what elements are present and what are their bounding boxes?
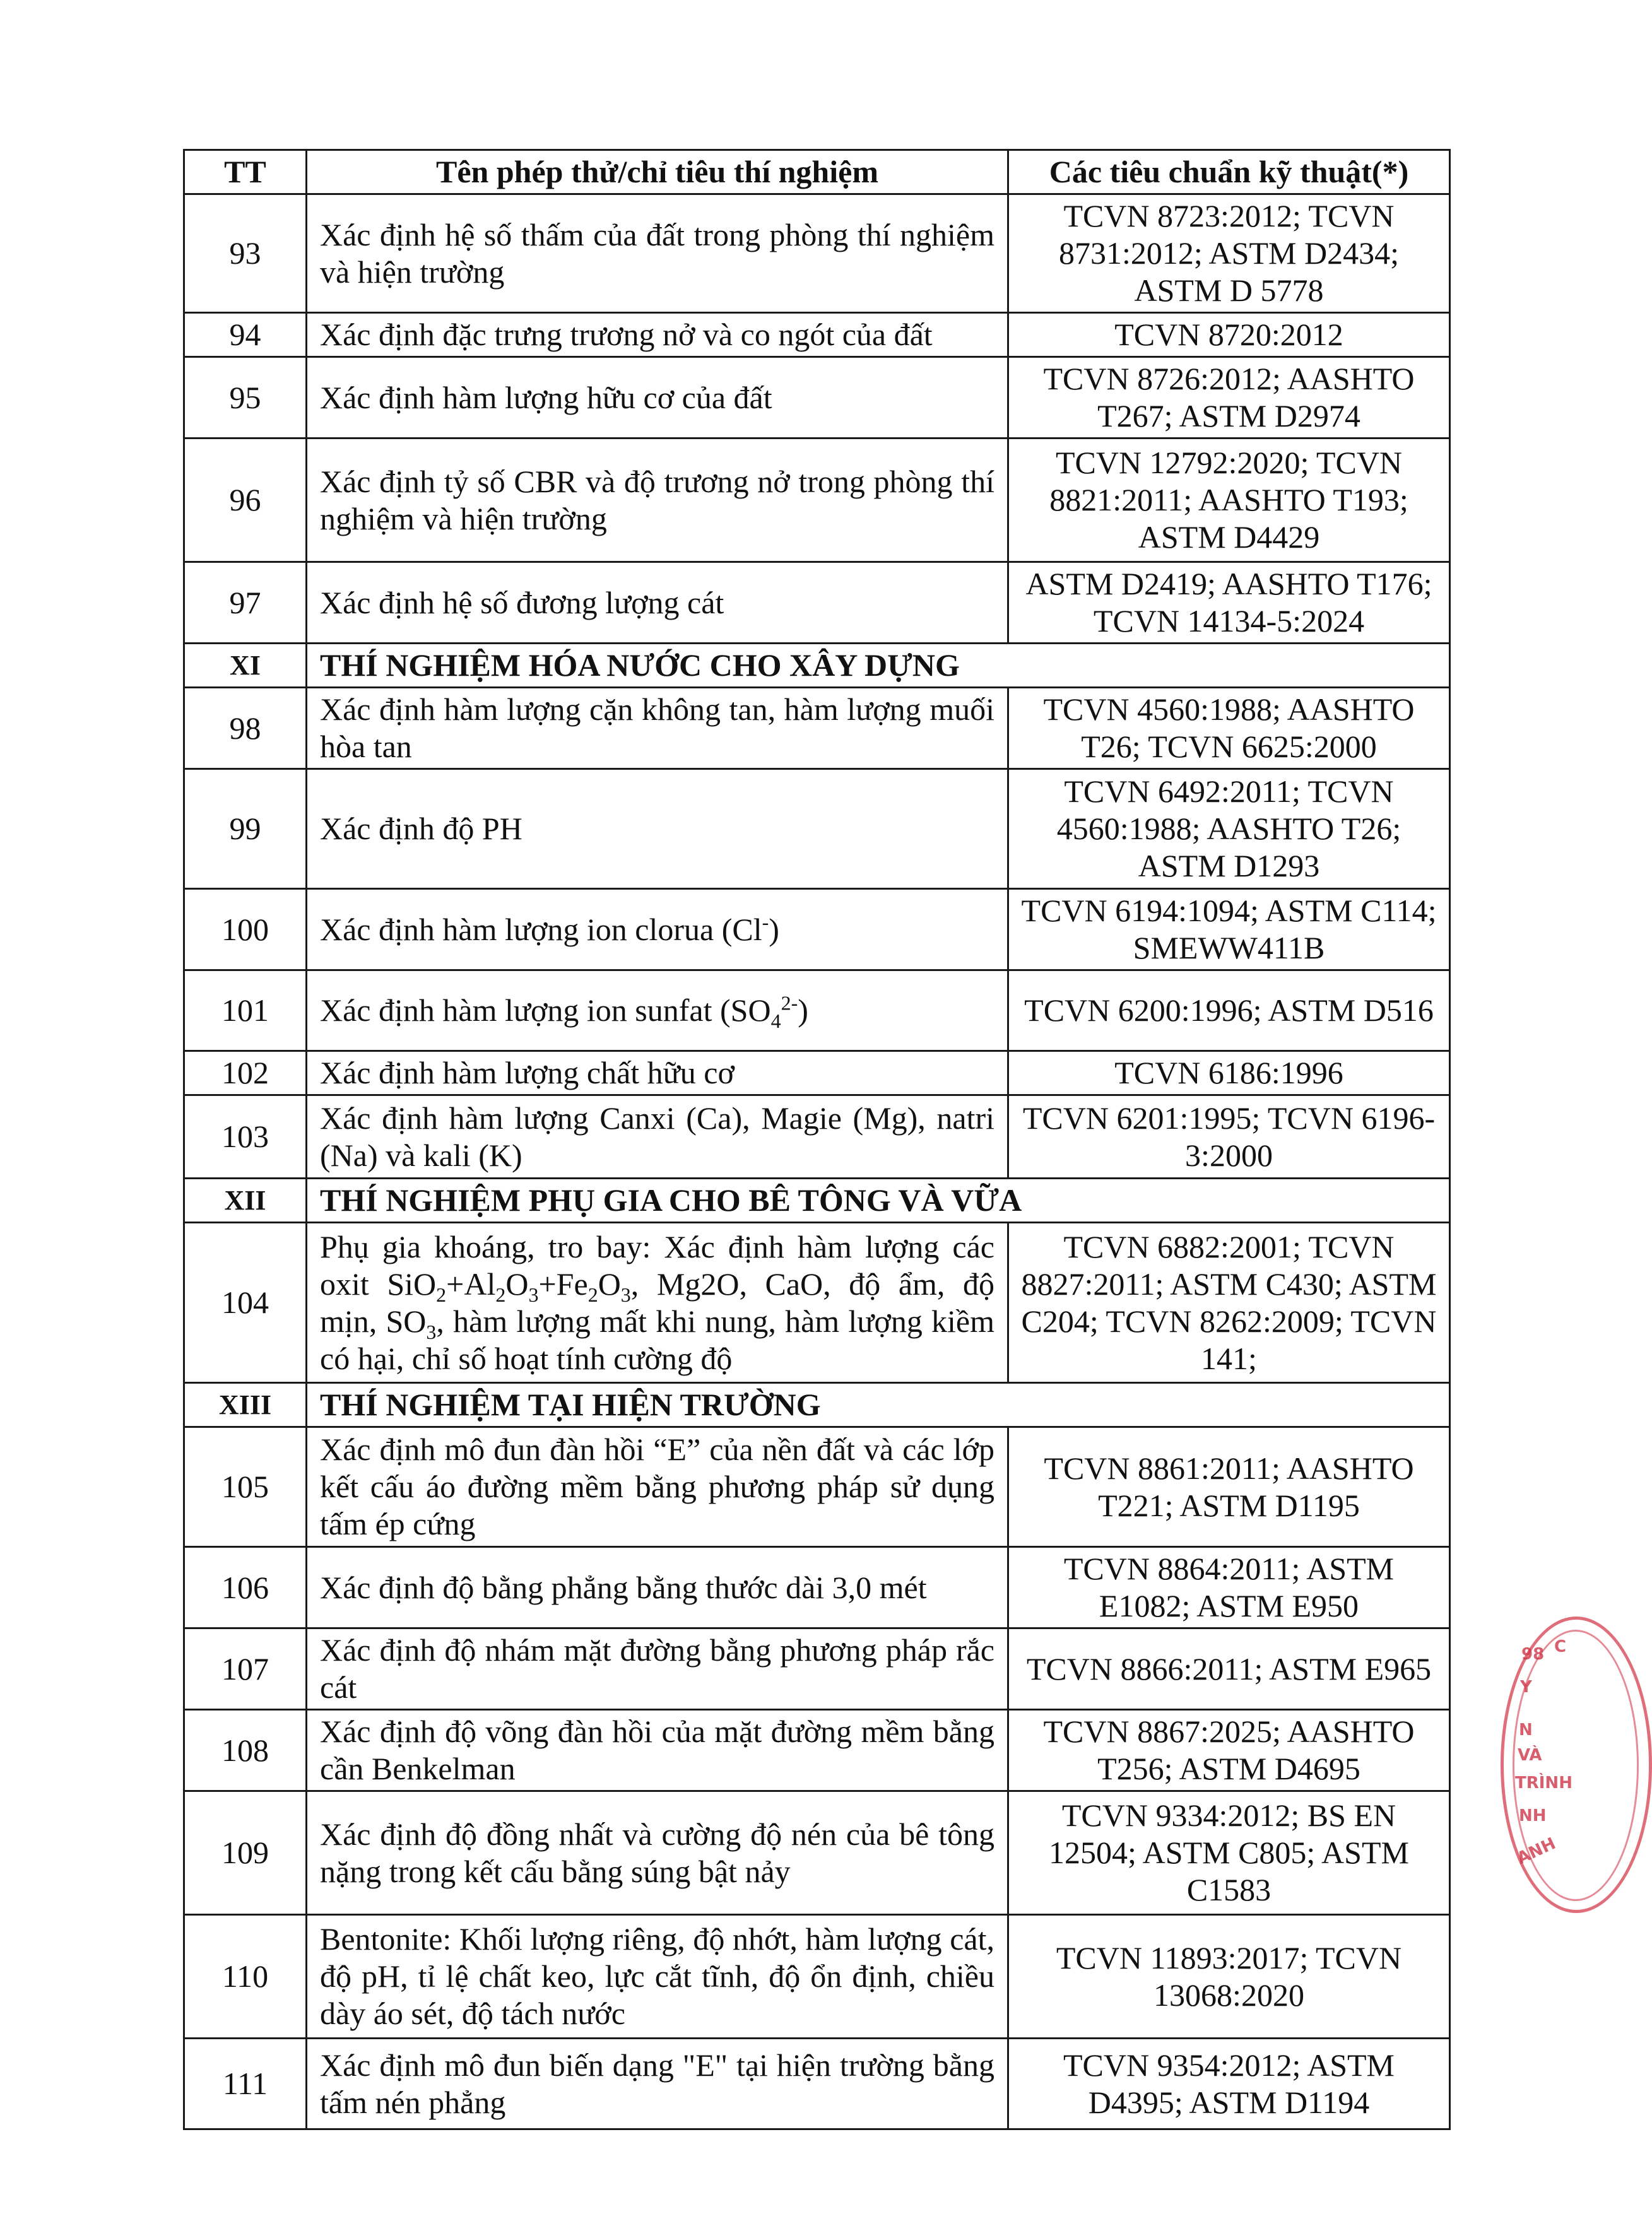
standards: TCVN 11893:2017; TCVN 13068:2020 <box>1008 1915 1450 2039</box>
test-name: Xác định tỷ số CBR và độ trương nở trong phòng thí nghiệm và hiện trường <box>307 439 1008 562</box>
section-number: XII <box>184 1179 307 1223</box>
table-row <box>184 1427 1450 1547</box>
table-row <box>184 357 1450 439</box>
row-number: 103 <box>184 1095 307 1179</box>
row-number: 109 <box>184 1791 307 1915</box>
row-number: 96 <box>184 439 307 562</box>
table-row <box>184 1791 1450 1915</box>
test-name-text: +Al <box>446 1266 496 1302</box>
section-title: THÍ NGHIỆM HÓA NƯỚC CHO XÂY DỰNG <box>307 644 1450 688</box>
test-name: Bentonite: Khối lượng riêng, độ nhớt, hàm lượng cát, độ pH, tỉ lệ chất keo, lực cắt tĩnh, độ ổn định, chiều dày áo sét, độ tách nước <box>307 1915 1008 2039</box>
section-title: THÍ NGHIỆM PHỤ GIA CHO BÊ TÔNG VÀ VỮA <box>307 1179 1450 1223</box>
table-row <box>184 1915 1450 2039</box>
standards: TCVN 6200:1996; ASTM D516 <box>1008 970 1450 1051</box>
test-name: Xác định mô đun biến dạng "E" tại hiện trường bằng tấm nén phẳng <box>307 2039 1008 2129</box>
subscript: 3 <box>426 1320 437 1343</box>
test-name: Xác định hàm lượng cặn không tan, hàm lượng muối hòa tan <box>307 688 1008 769</box>
table-row <box>184 1051 1450 1095</box>
row-number: 108 <box>184 1710 307 1791</box>
row-number: 95 <box>184 357 307 439</box>
standards: TCVN 9354:2012; ASTM D4395; ASTM D1194 <box>1008 2039 1450 2129</box>
standards: TCVN 4560:1988; AASHTO T26; TCVN 6625:2000 <box>1008 688 1450 769</box>
table-row <box>184 194 1450 313</box>
test-name: Xác định đặc trưng trương nở và co ngót của đất <box>307 313 1008 357</box>
table-row <box>184 889 1450 970</box>
test-name <box>307 970 1008 1051</box>
subscript: 2 <box>587 1283 598 1306</box>
table-row <box>184 970 1450 1051</box>
subscript: 2 <box>495 1283 506 1306</box>
standards: TCVN 8861:2011; AASHTO T221; ASTM D1195 <box>1008 1427 1450 1547</box>
test-name-text: O <box>598 1266 621 1302</box>
section-row <box>184 1179 1450 1223</box>
standards: TCVN 8866:2011; ASTM E965 <box>1008 1628 1450 1710</box>
document-page <box>183 149 1449 2130</box>
standards: TCVN 8720:2012 <box>1008 313 1450 357</box>
row-number: 110 <box>184 1915 307 2039</box>
table-row <box>184 1628 1450 1710</box>
standards: TCVN 9334:2012; BS EN 12504; ASTM C805; ASTM C1583 <box>1008 1791 1450 1915</box>
test-name <box>307 889 1008 970</box>
row-number: 101 <box>184 970 307 1051</box>
standards: TCVN 6186:1996 <box>1008 1051 1450 1095</box>
seal-text: 98 <box>1521 1645 1545 1664</box>
standards: TCVN 8864:2011; ASTM E1082; ASTM E950 <box>1008 1547 1450 1628</box>
table-row <box>184 1547 1450 1628</box>
section-number: XI <box>184 644 307 688</box>
test-name: Xác định độ nhám mặt đường bằng phương pháp rắc cát <box>307 1628 1008 1710</box>
test-name: Xác định mô đun đàn hồi “E” của nền đất và các lớp kết cấu áo đường mềm bằng phương pháp sử dụng tấm ép cứng <box>307 1427 1008 1547</box>
test-name: Xác định hệ số đương lượng cát <box>307 562 1008 644</box>
test-name: Xác định hàm lượng Canxi (Ca), Magie (Mg), natri (Na) và kali (K) <box>307 1095 1008 1179</box>
test-name-text: +Fe <box>538 1266 588 1302</box>
test-name: Xác định độ PH <box>307 769 1008 889</box>
test-name <box>307 1223 1008 1383</box>
row-number: 102 <box>184 1051 307 1095</box>
subscript: 2 <box>436 1283 447 1306</box>
seal-text: TRÌNH <box>1515 1774 1572 1793</box>
standards: TCVN 6201:1995; TCVN 6196-3:2000 <box>1008 1095 1450 1179</box>
table-row <box>184 769 1450 889</box>
superscript: 2- <box>781 991 798 1015</box>
standards: TCVN 8726:2012; AASHTO T267; ASTM D2974 <box>1008 357 1450 439</box>
test-name: Xác định độ bằng phẳng bằng thước dài 3,0 mét <box>307 1547 1008 1628</box>
table-row <box>184 313 1450 357</box>
row-number: 107 <box>184 1628 307 1710</box>
row-number: 111 <box>184 2039 307 2129</box>
row-number: 94 <box>184 313 307 357</box>
row-number: 105 <box>184 1427 307 1547</box>
test-name-text: ) <box>798 992 808 1028</box>
row-number: 93 <box>184 194 307 313</box>
row-number: 100 <box>184 889 307 970</box>
header-test-name: Tên phép thử/chỉ tiêu thí nghiệm <box>307 150 1008 194</box>
superscript: - <box>762 910 769 933</box>
section-title: THÍ NGHIỆM TẠI HIỆN TRƯỜNG <box>307 1383 1450 1427</box>
test-name-text: ) <box>769 911 779 947</box>
table-row <box>184 1223 1450 1383</box>
header-no: TT <box>184 150 307 194</box>
test-name-text: Xác định hàm lượng ion clorua (Cl <box>320 911 762 947</box>
section-number: XIII <box>184 1383 307 1427</box>
seal-text: NH <box>1519 1806 1547 1825</box>
test-name-text: , hàm lượng mất khi nung, hàm lượng kiềm có hại, chỉ số hoạt tính cường độ <box>320 1303 995 1376</box>
seal-text: VÀ <box>1518 1746 1542 1765</box>
row-number: 97 <box>184 562 307 644</box>
test-name: Xác định độ đồng nhất và cường độ nén của bê tông nặng trong kết cấu bằng súng bật nảy <box>307 1791 1008 1915</box>
standards: TCVN 6194:1094; ASTM C114; SMEWW411B <box>1008 889 1450 970</box>
test-name-text: O <box>505 1266 529 1302</box>
subscript: 3 <box>528 1283 539 1306</box>
red-seal-stamp <box>1501 1616 1652 1913</box>
standards: TCVN 8723:2012; TCVN 8731:2012; ASTM D2434; ASTM D 5778 <box>1008 194 1450 313</box>
seal-text: Y <box>1520 1678 1532 1697</box>
standards: TCVN 6492:2011; TCVN 4560:1988; AASHTO T26; ASTM D1293 <box>1008 769 1450 889</box>
header-standards: Các tiêu chuẩn kỹ thuật(*) <box>1008 150 1450 194</box>
section-row <box>184 1383 1450 1427</box>
test-name-text: Phụ gia khoáng, tro bay: Xác định hàm lượng các oxit SiO <box>320 1228 994 1302</box>
test-name: Xác định hệ số thấm của đất trong phòng thí nghiệm và hiện trường <box>307 194 1008 313</box>
subscript: 3 <box>620 1283 631 1306</box>
subscript: 4 <box>770 1010 781 1032</box>
table-row <box>184 1095 1450 1179</box>
row-number: 104 <box>184 1223 307 1383</box>
row-number: 98 <box>184 688 307 769</box>
standards: TCVN 12792:2020; TCVN 8821:2011; AASHTO T193; ASTM D4429 <box>1008 439 1450 562</box>
table-row <box>184 1710 1450 1791</box>
row-number: 106 <box>184 1547 307 1628</box>
standards: TCVN 6882:2001; TCVN 8827:2011; ASTM C430; ASTM C204; TCVN 8262:2009; TCVN 141; <box>1008 1223 1450 1383</box>
table-row <box>184 688 1450 769</box>
test-standards-table <box>183 149 1451 2130</box>
test-name: Xác định độ võng đàn hồi của mặt đường mềm bằng cần Benkelman <box>307 1710 1008 1791</box>
table-row <box>184 439 1450 562</box>
seal-text: ANH <box>1514 1834 1559 1869</box>
table-row <box>184 562 1450 644</box>
test-name-text: Xác định hàm lượng ion sunfat (SO <box>320 992 771 1028</box>
table-header-row <box>184 150 1450 194</box>
section-row <box>184 644 1450 688</box>
seal-text: C <box>1554 1637 1567 1656</box>
test-name: Xác định hàm lượng chất hữu cơ <box>307 1051 1008 1095</box>
seal-text: N <box>1519 1721 1533 1740</box>
table-row <box>184 2039 1450 2129</box>
standards: TCVN 8867:2025; AASHTO T256; ASTM D4695 <box>1008 1710 1450 1791</box>
test-name: Xác định hàm lượng hữu cơ của đất <box>307 357 1008 439</box>
standards: ASTM D2419; AASHTO T176; TCVN 14134-5:2024 <box>1008 562 1450 644</box>
row-number: 99 <box>184 769 307 889</box>
test-name-text: , Mg2O, CaO, độ ẩm, độ mịn, SO <box>320 1266 994 1339</box>
